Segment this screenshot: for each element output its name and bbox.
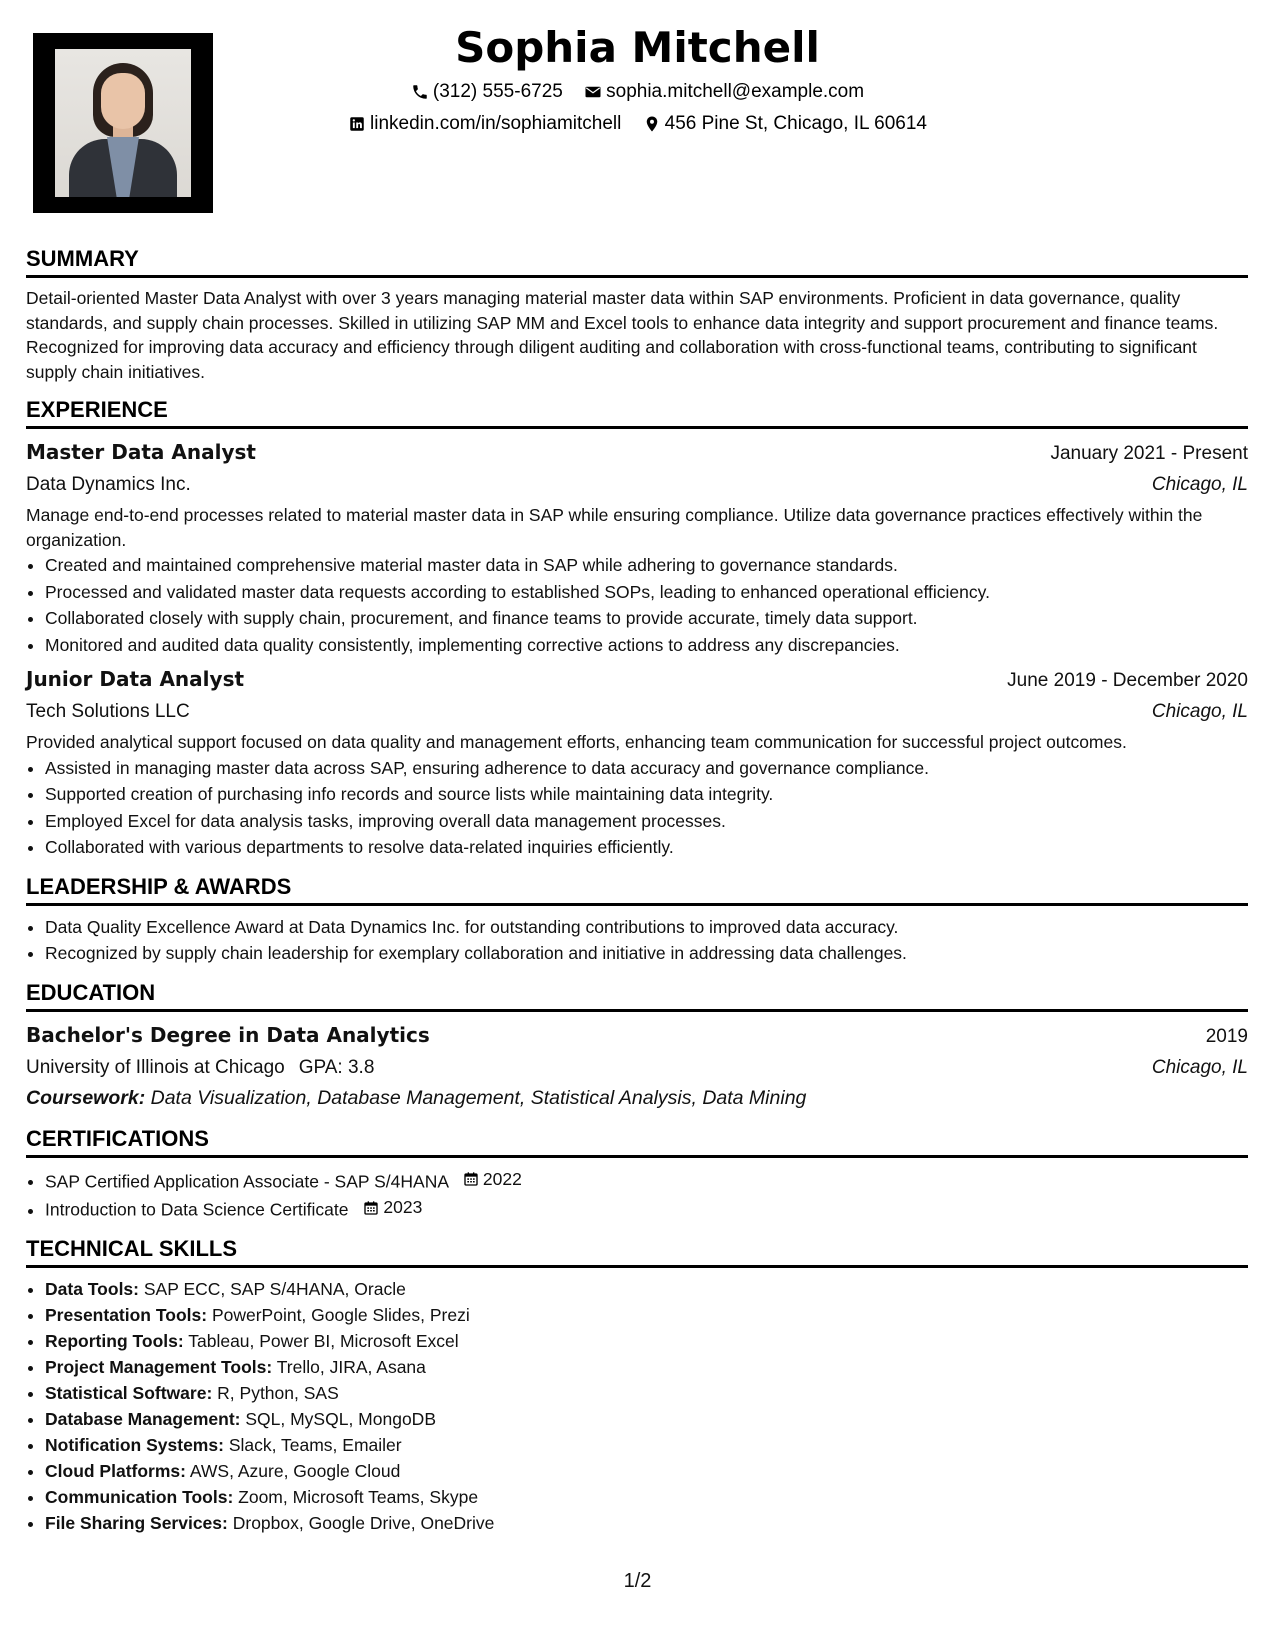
skills-list bbox=[26, 1276, 1248, 1536]
section-title-education: EDUCATION bbox=[26, 979, 1248, 1012]
company-name: Tech Solutions LLC bbox=[26, 701, 190, 722]
skill-label: Communication Tools: bbox=[45, 1487, 234, 1507]
list-item bbox=[45, 1406, 1248, 1432]
skill-label: Reporting Tools: bbox=[45, 1331, 184, 1351]
list-item bbox=[45, 1276, 1248, 1302]
education-section bbox=[26, 979, 1248, 1113]
calendar-icon bbox=[463, 1171, 479, 1187]
phone-contact bbox=[411, 79, 563, 105]
list-item bbox=[45, 1354, 1248, 1380]
certification-year: 2022 bbox=[482, 1168, 522, 1189]
list-item: • Processed and validated master data requests according to established SOPs, leading to enhanced operational efficiency. bbox=[45, 579, 1248, 606]
map-pin-icon bbox=[643, 115, 661, 133]
company-name: Data Dynamics Inc. bbox=[26, 474, 191, 495]
calendar-icon bbox=[363, 1200, 379, 1216]
contact-row-2 bbox=[0, 111, 1275, 141]
phone-icon bbox=[411, 83, 429, 101]
list-item: • Collaborated closely with supply chain, procurement, and finance teams to provide accurate, timely data support. bbox=[45, 605, 1248, 632]
coursework bbox=[26, 1083, 1248, 1113]
skill-label: Presentation Tools: bbox=[45, 1305, 208, 1325]
skill-label: Notification Systems: bbox=[45, 1435, 224, 1455]
school-name: University of Illinois at Chicago bbox=[26, 1056, 285, 1078]
linkedin-contact[interactable] bbox=[348, 111, 621, 137]
list-item: • Monitored and audited data quality consistently, implementing corrective actions to address any discrepancies. bbox=[45, 632, 1248, 659]
skill-value: Trello, JIRA, Asana bbox=[276, 1357, 426, 1377]
skill-value: Tableau, Power BI, Microsoft Excel bbox=[188, 1331, 459, 1351]
job-dates: January 2021 - Present bbox=[1050, 443, 1248, 464]
skill-label: Project Management Tools: bbox=[45, 1357, 273, 1377]
list-item: • Created and maintained comprehensive material master data in SAP while adhering to governance standards. bbox=[45, 552, 1248, 579]
skill-label: File Sharing Services: bbox=[45, 1513, 228, 1533]
skill-label: Data Tools: bbox=[45, 1279, 139, 1299]
list-item: • Employed Excel for data analysis tasks, improving overall data management processes. bbox=[45, 808, 1248, 835]
skill-value: AWS, Azure, Google Cloud bbox=[189, 1461, 401, 1481]
job-description: Provided analytical support focused on data quality and management efforts, enhancing team communication for successful project outcomes. bbox=[26, 732, 1127, 752]
phone-text: (312) 555-6725 bbox=[432, 81, 563, 102]
list-item bbox=[45, 1458, 1248, 1484]
skill-value: Slack, Teams, Emailer bbox=[228, 1435, 402, 1455]
skill-value: PowerPoint, Google Slides, Prezi bbox=[211, 1305, 470, 1325]
certifications-list bbox=[26, 1166, 1248, 1224]
skill-label: Statistical Software: bbox=[45, 1383, 213, 1403]
skills-section bbox=[26, 1235, 1248, 1536]
certification-year: 2023 bbox=[383, 1197, 423, 1218]
skill-value: SQL, MySQL, MongoDB bbox=[245, 1409, 436, 1429]
list-item bbox=[45, 1194, 1248, 1223]
candidate-name: Sophia Mitchell bbox=[455, 23, 820, 72]
graduation-year: 2019 bbox=[1205, 1025, 1248, 1047]
list-item bbox=[45, 1302, 1248, 1328]
degree-name: Bachelor's Degree in Data Analytics bbox=[26, 1022, 430, 1047]
school-location: Chicago, IL bbox=[1151, 1056, 1248, 1078]
section-title-experience: EXPERIENCE bbox=[26, 396, 1248, 429]
certifications-section bbox=[26, 1125, 1248, 1224]
section-title-leadership: LEADERSHIP & AWARDS bbox=[26, 873, 1248, 906]
skill-value: Zoom, Microsoft Teams, Skype bbox=[238, 1487, 479, 1507]
coursework-list: Data Visualization, Database Management, Statistical Analysis, Data Mining bbox=[150, 1086, 807, 1109]
list-item bbox=[45, 1484, 1248, 1510]
job-entry bbox=[26, 664, 1248, 861]
awards-list bbox=[26, 914, 1248, 967]
job-entry bbox=[26, 437, 1248, 658]
job-title: Master Data Analyst bbox=[26, 440, 256, 464]
job-location: Chicago, IL bbox=[1151, 701, 1248, 722]
skill-label: Cloud Platforms: bbox=[45, 1461, 186, 1481]
email-contact[interactable] bbox=[584, 79, 864, 105]
list-item: • Assisted in managing master data across SAP, ensuring adherence to data accuracy and governance compliance. bbox=[45, 755, 1248, 782]
job-dates: June 2019 - December 2020 bbox=[1007, 670, 1248, 691]
page-number: 1/2 bbox=[623, 1570, 652, 1592]
leadership-section bbox=[26, 873, 1248, 967]
list-item bbox=[45, 1510, 1248, 1536]
job-location: Chicago, IL bbox=[1151, 474, 1248, 495]
list-item: • Data Quality Excellence Award at Data Dynamics Inc. for outstanding contributions to improved data accuracy. bbox=[45, 914, 1248, 941]
certification-name: SAP Certified Application Associate - SAP S/4HANA bbox=[45, 1170, 449, 1191]
list-item bbox=[45, 1166, 1248, 1195]
job-bullets bbox=[26, 552, 1248, 658]
job-title: Junior Data Analyst bbox=[26, 667, 245, 691]
summary-section bbox=[26, 245, 1248, 384]
summary-text: Detail-oriented Master Data Analyst with over 3 years managing material master data within SAP environments. Proficient in data governance, quality standards, and supply chain processes. Skilled in utilizing SAP MM and Excel tools to enhance data integrity and support procurement and finance teams. Recognized for improving data accuracy and efficiency through diligent auditing and collaboration with cross-functional teams, contributing to significant supply chain initiatives. bbox=[26, 288, 1219, 382]
section-title-skills: TECHNICAL SKILLS bbox=[26, 1235, 1248, 1268]
gpa-value: GPA: 3.8 bbox=[298, 1056, 375, 1078]
skill-value: SAP ECC, SAP S/4HANA, Oracle bbox=[143, 1279, 406, 1299]
resume-content bbox=[26, 245, 1248, 1548]
list-item: • Supported creation of purchasing info records and source lists while maintaining data integrity. bbox=[45, 781, 1248, 808]
envelope-icon bbox=[584, 83, 602, 101]
skill-value: R, Python, SAS bbox=[217, 1383, 339, 1403]
list-item: • Recognized by supply chain leadership for exemplary collaboration and initiative in addressing data challenges. bbox=[45, 940, 1248, 967]
linkedin-text: linkedin.com/in/sophiamitchell bbox=[370, 113, 622, 134]
linkedin-icon bbox=[348, 115, 366, 133]
job-bullets bbox=[26, 755, 1248, 861]
list-item bbox=[45, 1432, 1248, 1458]
address-contact bbox=[643, 111, 927, 137]
coursework-label: Coursework: bbox=[26, 1086, 146, 1109]
address-text: 456 Pine St, Chicago, IL 60614 bbox=[664, 113, 927, 134]
skill-label: Database Management: bbox=[45, 1409, 241, 1429]
skill-value: Dropbox, Google Drive, OneDrive bbox=[232, 1513, 495, 1533]
list-item: • Collaborated with various departments to resolve data-related inquiries efficiently. bbox=[45, 834, 1248, 861]
email-text: sophia.mitchell@example.com bbox=[606, 81, 865, 102]
contact-row-1 bbox=[0, 79, 1275, 109]
certification-name: Introduction to Data Science Certificate bbox=[45, 1199, 349, 1220]
section-title-summary: SUMMARY bbox=[26, 245, 1248, 278]
section-title-certifications: CERTIFICATIONS bbox=[26, 1125, 1248, 1158]
list-item bbox=[45, 1328, 1248, 1354]
experience-section bbox=[26, 396, 1248, 861]
job-description: Manage end-to-end processes related to material master data in SAP while ensuring compliance. Utilize data governance practices effectively within the organization. bbox=[26, 505, 1203, 550]
list-item bbox=[45, 1380, 1248, 1406]
